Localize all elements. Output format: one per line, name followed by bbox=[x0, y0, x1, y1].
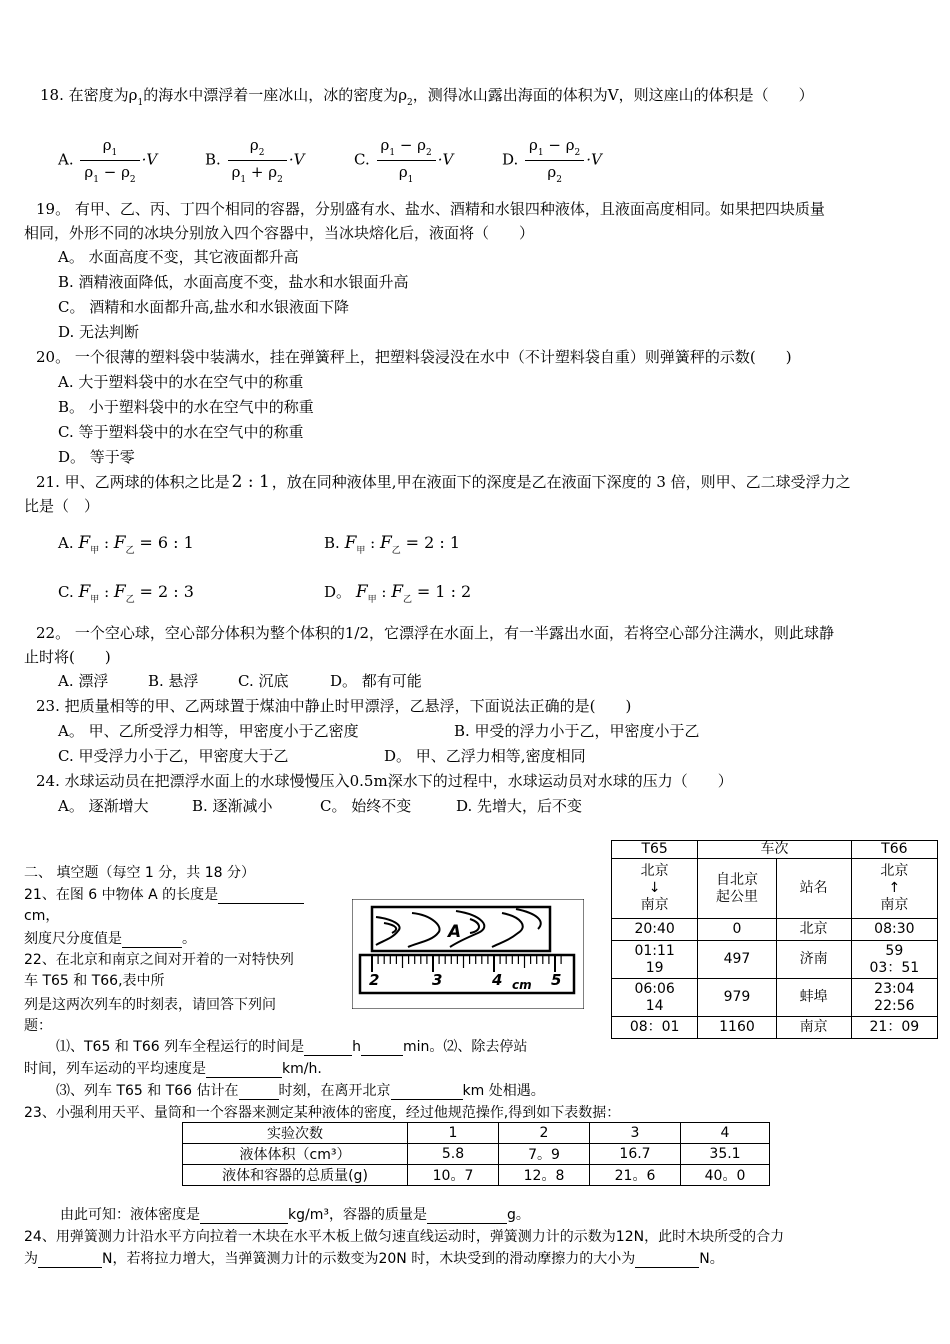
ruler-tick-label-4: 4 bbox=[492, 971, 503, 989]
q19-option-b: B. 酒精液面降低，水面高度不变，盐水和水银面升高 bbox=[58, 273, 409, 291]
q18-fraction-c: $\frac{\rho_1 - \rho_2}{\rho_1}$ bbox=[377, 136, 436, 185]
q24-stem: 24. 水球运动员在把漂浮水面上的水球慢慢压入0.5m深水下的过程中，水球运动员对水球的压力（ ） bbox=[36, 772, 733, 790]
table-row: 液体体积（cm³） 5.8 7。9 16.7 35.1 bbox=[183, 1144, 770, 1165]
q21-stem-2: 比是（ ） bbox=[24, 497, 100, 515]
f21-line-2: cm， bbox=[24, 908, 60, 924]
q18-fraction-a: $\frac{\rho_1}{\rho_1 - \rho_2}$ bbox=[80, 136, 139, 185]
q24-option-c: C。 始终不变 bbox=[320, 797, 412, 815]
q19-option-a: A。 水面高度不变，其它液面都升高 bbox=[58, 248, 299, 266]
distance-header: 自北京 起公里 bbox=[698, 859, 776, 919]
header-train-number: 车次 bbox=[698, 841, 851, 859]
table-row: 实验次数 1 2 3 4 bbox=[183, 1123, 770, 1144]
q18-stem-b: 的海水中漂浮着一座冰山，冰的密度为ρ bbox=[143, 86, 408, 104]
header-t66: T66 bbox=[851, 841, 937, 859]
q20-option-d: D。 等于零 bbox=[58, 448, 135, 466]
q22-option-b: B. 悬浮 bbox=[148, 672, 199, 690]
f22-line-4: 题： bbox=[24, 1018, 52, 1034]
q18-option-c: C. $\frac{\rho_1 - \rho_2}{\rho_1}$ ·V bbox=[354, 136, 454, 185]
timetable-direction-row bbox=[612, 859, 938, 919]
q19-stem-2: 相同，外形不同的冰块分别放入四个容器中，当冰块熔化后，液面将（ ） bbox=[24, 224, 535, 242]
ruler-figure bbox=[352, 899, 584, 1009]
table-row: 08：01 1160 南京 21：09 bbox=[612, 1017, 938, 1039]
ruler-tick-label-5: 5 bbox=[551, 971, 562, 989]
q18-option-b: B. $\frac{\rho_2}{\rho_1 + \rho_2}$ ·V bbox=[205, 136, 305, 185]
q24-option-d: D. 先增大，后不变 bbox=[456, 797, 583, 815]
q22-option-a: A. 漂浮 bbox=[58, 672, 109, 690]
f22-line-7: ⑶、列车 T65 和 T66 估计在 时刻，在离开北京 km 处相遇。 bbox=[56, 1083, 545, 1099]
ruler-tick-label-2: 2 bbox=[369, 971, 380, 989]
ruler-unit-label: cm bbox=[512, 978, 532, 992]
f24-line-1: 24、用弹簧测力计沿水平方向拉着一木块在水平木板上做匀速直线运动时，弹簧测力计的示数为12N，此时木块所受的合力 bbox=[24, 1229, 785, 1245]
q21-option-d: D。 $F_甲$ : $F_乙 = 1$ : 2 bbox=[324, 582, 472, 605]
station-header: 站名 bbox=[776, 859, 851, 919]
direction-t66: 北京 ↑ 南京 bbox=[851, 859, 937, 919]
ruler-tick-label-3: 3 bbox=[432, 971, 443, 989]
q22-stem-2: 止时将( ) bbox=[24, 648, 111, 666]
density-data-table bbox=[182, 1122, 770, 1186]
q21-stem-1: 21. 甲、乙两球的体积之比是 2 : 1 ，放在同种液体里,甲在液面下的深度是乙在液面下深度的 3 倍，则甲、乙二球受浮力之 bbox=[36, 472, 851, 492]
f23-stem: 23、小强利用天平、量筒和一个容器来测定某种液体的密度，经过他规范操作,得到如下表数据： bbox=[24, 1105, 621, 1121]
q21-option-c: C. $F_甲$ : $F_乙 = 2$ : 3 bbox=[58, 582, 194, 605]
table-row: 01:11 19 497 济南 59 03：51 bbox=[612, 941, 938, 979]
table-row: 06:06 14 979 蚌埠 23:04 22:56 bbox=[612, 979, 938, 1017]
q18-stem: 18. 在密度为$\rho_1$的海水中漂浮着一座冰山，冰的密度为$\rho_2$，测得冰山露出海面的体积为V，则这座山的体积是（ ） bbox=[40, 86, 814, 108]
q18-option-d: D. $\frac{\rho_1 - \rho_2}{\rho_2}$ ·V bbox=[502, 136, 602, 185]
q23-option-a: A。 甲、乙所受浮力相等，甲密度小于乙密度 bbox=[58, 722, 359, 740]
object-a-label: A bbox=[448, 922, 462, 942]
train-timetable bbox=[611, 840, 938, 1039]
q23-stem: 23. 把质量相等的甲、乙两球置于煤油中静止时甲漂浮，乙悬浮，下面说法正确的是( ) bbox=[36, 697, 632, 715]
q24-option-a: A。 逐渐增大 bbox=[58, 797, 149, 815]
q20-option-c: C. 等于塑料袋中的水在空气中的称重 bbox=[58, 423, 304, 441]
q18-stem-c: ，测得冰山露出海面的体积为V，则这座山的体积是（ ） bbox=[412, 86, 814, 104]
direction-t65: 北京 ↓ 南京 bbox=[612, 859, 698, 919]
f24-line-2: 为 N，若将拉力增大，当弹簧测力计的示数变为20N 时，木块受到的滑动摩擦力的大小为 N。 bbox=[24, 1251, 724, 1267]
ruler-body bbox=[360, 955, 574, 993]
f23-answer: 由此可知：液体密度是 kg/m³，容器的质量是 g。 bbox=[60, 1207, 530, 1223]
q18-fraction-d: $\frac{\rho_1 - \rho_2}{\rho_2}$ bbox=[525, 136, 584, 185]
q22-option-c: C. 沉底 bbox=[238, 672, 289, 690]
q23-option-d: D。 甲、乙浮力相等,密度相同 bbox=[384, 747, 586, 765]
section2-title: 二、 填空题（每空 1 分，共 18 分） bbox=[24, 865, 255, 881]
f21-line-3: 刻度尺分度值是 。 bbox=[24, 931, 196, 947]
q18-option-a: A. $\frac{\rho_1}{\rho_1 - \rho_2}$ ·V bbox=[58, 136, 158, 185]
q19-stem-1: 19。 有甲、乙、丙、丁四个相同的容器，分别盛有水、盐水、酒精和水银四种液体，且液面高度相同。如果把四块质量 bbox=[36, 200, 825, 218]
table-row: 液体和容器的总质量(g) 10。7 12。8 21。6 40。0 bbox=[183, 1165, 770, 1186]
q18-fraction-b: $\frac{\rho_2}{\rho_1 + \rho_2}$ bbox=[228, 136, 287, 185]
header-t65: T65 bbox=[612, 841, 698, 859]
timetable-header-row bbox=[612, 841, 938, 859]
q23-option-c: C. 甲受浮力小于乙，甲密度大于乙 bbox=[58, 747, 289, 765]
q20-option-b: B。 小于塑料袋中的水在空气中的称重 bbox=[58, 398, 314, 416]
q23-option-b: B. 甲受的浮力小于乙，甲密度小于乙 bbox=[454, 722, 700, 740]
table-row: 20:40 0 北京 08:30 bbox=[612, 919, 938, 941]
f22-line-2: 车 T65 和 T66,表中所 bbox=[24, 973, 165, 989]
q18-stem-a: 18. 在密度为ρ bbox=[40, 86, 138, 104]
ruler-diagram bbox=[352, 899, 584, 1009]
f22-line-1: 22、在北京和南京之间对开着的一对特快列 bbox=[24, 952, 294, 968]
q19-option-c: C。 酒精和水面都升高,盐水和水银液面下降 bbox=[58, 298, 350, 316]
f22-line-6: 时间，列车运动的平均速度是 km/h. bbox=[24, 1061, 322, 1077]
f21-line-1: 21、在图 6 中物体 A 的长度是 bbox=[24, 886, 304, 904]
q20-stem: 20。 一个很薄的塑料袋中装满水，挂在弹簧秤上，把塑料袋浸没在水中（不计塑料袋自重）则弹簧秤的示数( ) bbox=[36, 348, 792, 366]
q19-option-d: D. 无法判断 bbox=[58, 323, 140, 341]
q22-option-d: D。 都有可能 bbox=[330, 672, 422, 690]
q20-option-a: A. 大于塑料袋中的水在空气中的称重 bbox=[58, 373, 304, 391]
q24-option-b: B. 逐渐减小 bbox=[192, 797, 273, 815]
q21-option-a: A. $F_甲$ : $F_乙 = 6$ : 1 bbox=[58, 533, 194, 556]
q21-option-b: B. $F_甲$ : $F_乙 = 2$ : 1 bbox=[324, 533, 460, 556]
f22-line-5: ⑴、T65 和 T66 列车全程运行的时间是 h min。⑵、除去停站 bbox=[56, 1039, 528, 1055]
f22-line-3: 列是这两次列车的时刻表，请回答下列问 bbox=[24, 997, 276, 1013]
q22-stem-1: 22。 一个空心球，空心部分体积为整个体积的1/2，它漂浮在水面上，有一半露出水面，若将空心部分注满水，则此球静 bbox=[36, 624, 835, 642]
